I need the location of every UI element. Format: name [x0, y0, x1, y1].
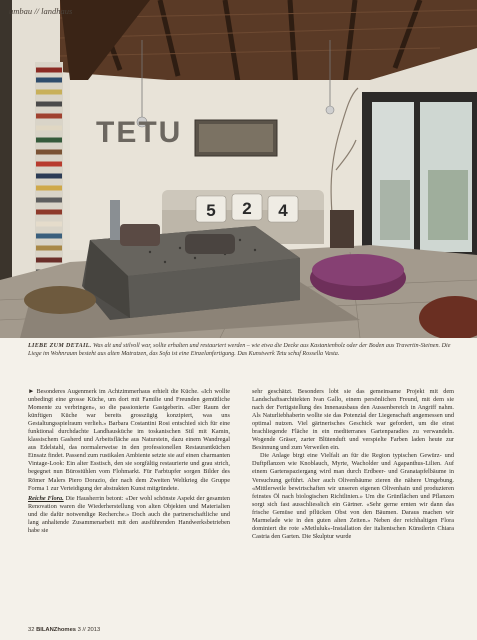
- paragraph: sehr geschätzt. Besonders lobt sie das gemeinsame Projekt mit dem Landschaftsarchitekten Ivan Gallo, einem persönlichen Freund, mit dem sie nach der Fertigstellung des Innenausbaus den Aussenbereich in Angriff nahm. Als Naturliebhaberin wollte sie das Potenzial der Liegenschaft angemessen und optimal nutzen. Viel gärtnerisches Geschick war gefordert, um die einst brachliegende Fläche in ein mediterranes Gartenparadies zu verwandeln. Wogende Gräser, zarter Blütenduft und verspielte Farben laden heute zur Besinnung und zum Verweilen ein.: [252, 388, 454, 452]
- paragraph: Reiche Flora. Die Hausherrin betont: «Der wohl schönste Aspekt der gesamten Renovation waren die Wiederherstellung von alten Objekten und Materialien und die dafür notwendige Recherche.» Doch auch die partnerschaftliche und lang anhaltende Zusammenarbeit mit den ausführenden Handwerksbetrieben habe sie: [28, 494, 230, 534]
- page-footer: [28, 627, 100, 633]
- paragraph: Die Anlage birgt eine Vielfalt an für die Region typischen Gewürz- und Duftpflanzen wie Knoblauch, Myrte, Wacholder und Agapanthus-Lilien. Auf einem Gartenspaziergang wird man durch Erdbeer- und Granatapfelbäume in Versuchung geführt. Aber auch Olivenbäume zieren die nähere Umgebung. «Mittlerweile bewirtschaften wir unseren eigenen Olivenhain und produzieren feinstes Öl nach biologischen Richtlinien.» Um die Grünflächen und Pflanzen sorgt sich fast ausschliesslich ein Gärtner. «Sehr gerne ernten wir dann das frische Gemüse und pflücken Obst von den Bäumen. Daraus machen wir Marmelade wie in den guten alten Zeiten.» Neben der reichhaltigen Flora dominiert die rote «Metluluk»-Installation der italienischen Künstlerin Chiara Castria den Garten. Die Skulptur wurde: [252, 452, 454, 540]
- cushion-number-1: 5: [206, 201, 216, 220]
- photo-caption: [28, 343, 458, 358]
- cushion-number-2: 2: [242, 199, 252, 218]
- wall-letters-art: TETU: [96, 116, 183, 149]
- section-tag: umbau // landhaus: [9, 6, 73, 16]
- subhead: Reiche Flora.: [28, 494, 64, 502]
- page-number: 32: [28, 627, 35, 633]
- caption-body: Was alt und stilvoll war, sollte erhalten und restauriert werden – wie etwa die Decke aus Kastanienholz oder der Boden aus Travertin-Steinen. Die Liege im Wohnraum besteht aus alten Matratzen, das Sofa ist eine Einzelanfertigung. Das Kunstwerk Tetu schuf Rossella Vasta.: [28, 343, 451, 357]
- paragraph: ► Besonderes Augenmerk im Achtzimmerhaus erhielt die Küche. «Ich wollte unbedingt eine grosse Küche, um dort mit Familie und Freunden gemütliche Momente zu verbringen», so die passionierte Gastgeberin. «Der Raum der künftigen Küche war bereits grosszügig konzipiert, was uns Gestaltungsspielraum verlieh.» Barbara Costantini Rosi entschied sich für eine funktional durchdachte Landhausküche im toskanischen Stil mit Kamin, klassischem Gasherd und Arbeitsfläche aus Naturstein, dazu einem Wandregal aus Edelstahl, das normalerweise in den professionellen Restaurantküchen Einsatz findet. Passend zum rustikalen Ambiente setzte sie auf einen charmanten Vintage-Look: Ein alter Esstisch, den sie sorgfältig restaurierte und grau strich, begegnet nun Bürostühlen vom Flohmarkt. Für Farbtupfer sorgen Bilder des Römer Malers Piero Dorazio, der nach dem Zweiten Weltkrieg die Gruppe Forma 1 zur Verteidigung der abstrakten Kunst mitgründete.: [28, 388, 230, 492]
- cushion-number-3: 4: [278, 201, 288, 220]
- brand-prefix: BILANZ: [36, 627, 58, 633]
- brand-suffix: homes: [57, 627, 77, 633]
- caption-lead: LIEBE ZUM DETAIL.: [28, 343, 92, 349]
- article-column-left: [28, 388, 230, 535]
- arrow-icon: ►: [28, 388, 35, 395]
- issue-number: 3 // 2013: [77, 627, 101, 633]
- article-column-right: [252, 388, 454, 541]
